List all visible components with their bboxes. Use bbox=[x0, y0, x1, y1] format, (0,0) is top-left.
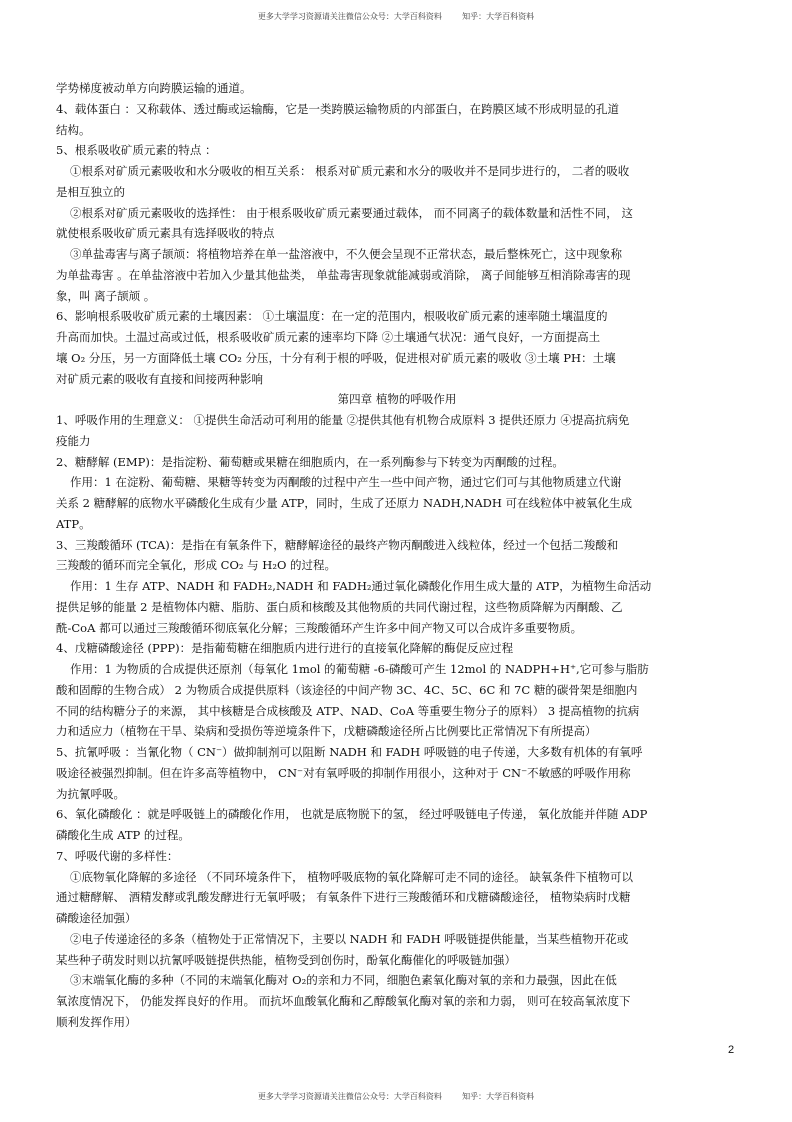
text-line: 作用：1 生存 ATP、NADH 和 FADH₂,NADH 和 FADH₂通过氧化磷酸化作用生成大量的 ATP，为植物生命活动 bbox=[70, 579, 652, 593]
text-line: 作用：1 在淀粉、葡萄糖、果糖等转变为丙酮酸的过程中产生一些中间产物，通过它们可与其他物质建立代谢 bbox=[70, 475, 622, 490]
text-line: 顺利发挥作用） bbox=[56, 1014, 137, 1029]
text-line: 磷酸化生成 ATP 的过程。 bbox=[56, 828, 190, 842]
chapter-title: 第四章 植物的呼吸作用 bbox=[337, 392, 457, 407]
text-line: 6、氧化磷酸化 ：就是呼吸链上的磷酸化作用， 也就是底物脱下的氢， 经过呼吸链电子传递， 氧化放能并伴随 ADP bbox=[56, 807, 648, 822]
text-line: 3、三羧酸循环 (TCA)：是指在有氧条件下，糖酵解途径的最终产物丙酮酸进入线粒体，经过一个包括二羧酸和 bbox=[56, 537, 619, 552]
text-line: 就使根系吸收矿质元素具有选择吸收的特点 bbox=[56, 226, 275, 241]
text-line: 6、影响根系吸收矿质元素的土壤因素： ①土壤温度：在一定的范围内，根吸收矿质元素的速率随土壤温度的 bbox=[56, 309, 608, 324]
text-line: 力和适应力（植物在干旱、染病和受损伤等逆境条件下，戊糖磷酸途径所占比例要比正常情况下有所提高） bbox=[56, 724, 597, 739]
text-line: 4、载体蛋白 ：又称载体、透过酶或运输酶，它是一类跨膜运输物质的内部蛋白，在跨膜区域不形成明显的孔道 bbox=[56, 101, 619, 116]
text-line: 提供足够的能量 2 是植物体内糖、脂肪、蛋白质和核酸及其他物质的共同代谢过程，这些物质降解为丙酮酸、乙 bbox=[56, 599, 623, 614]
text-line: 是相互独立的 bbox=[56, 184, 125, 199]
text-line: 氧浓度情况下， 仍能发挥良好的作用。 而抗坏血酸氧化酶和乙醇酸氧化酶对氧的亲和力弱， 则可在较高氧浓度下 bbox=[56, 994, 631, 1008]
text-line: 作用：1 为物质的合成提供还原剂（每氧化 1mol 的葡萄糖 -6-磷酸可产生 12mol 的 NADPH+H⁺,它可参与脂肪 bbox=[70, 662, 649, 676]
text-line: ②电子传递途径的多条（植物处于正常情况下，主要以 NADH 和 FADH 呼吸链提供能量，当某些植物开花或 bbox=[70, 931, 629, 946]
text-line: 1、呼吸作用的生理意义： ①提供生命活动可利用的能量 ②提供其他有机物合成原料 3 提供还原力 ④提高抗病免 bbox=[56, 413, 630, 427]
text-line: ②根系对矿质元素吸收的选择性： 由于根系吸收矿质元素要通过载体， 而不同离子的载体数量和活性不同， 这 bbox=[70, 205, 633, 220]
text-line: 2、糖酵解 (EMP)：是指淀粉、葡萄糖或果糖在细胞质内，在一系列酶参与下转变为丙酮酸的过程。 bbox=[56, 454, 564, 469]
text-line: 对矿质元素的吸收有直接和间接两种影响 bbox=[56, 371, 263, 386]
text-line: 象，叫 离子颉颃 。 bbox=[56, 288, 156, 303]
text-line: 5、根系吸收矿质元素的特点 ： bbox=[56, 143, 217, 158]
text-line: ①底物氧化降解的多途径 （不同环境条件下， 植物呼吸底物的氧化降解可走不同的途径。 缺氧条件下植物可以 bbox=[70, 869, 633, 884]
text-line: 磷酸途径加强） bbox=[56, 911, 137, 925]
text-line: 7、呼吸代谢的多样性： bbox=[56, 848, 179, 863]
text-line: 4、戊糖磷酸途径 (PPP)：是指葡萄糖在细胞质内进行进行的直接氧化降解的酶促反应过程 bbox=[56, 641, 514, 656]
text-line: ATP。 bbox=[56, 516, 91, 531]
text-line: 升高而加快。土温过高或过低，根系吸收矿质元素的速率均下降 ②土壤通气状况：通气良好，一方面提高土 bbox=[56, 330, 601, 344]
text-line: 疫能力 bbox=[56, 433, 91, 448]
page-footer: 更多大学学习资源请关注微信公众号：大学百科资料 知乎：大学百科资料 bbox=[257, 1092, 535, 1101]
text-line: 学势梯度被动单方向跨膜运输的通道。 bbox=[56, 81, 252, 95]
text-line: 酰-CoA 都可以通过三羧酸循环彻底氧化分解；三羧酸循环产生许多中间产物又可以合成许多重要物质。 bbox=[56, 620, 583, 635]
text-line: 三羧酸的循环而完全氧化，形成 CO₂ 与 H₂O 的过程。 bbox=[56, 558, 337, 573]
text-line: ③单盐毒害与离子颉颃：将植物培养在单一盐溶液中，不久便会呈现不正常状态，最后整株死亡，这中现象称 bbox=[70, 247, 622, 261]
text-line: ③末端氧化酶的多种（不同的末端氧化酶对 O₂的亲和力不同，细胞色素氧化酶对氧的亲和力最强，因此在低 bbox=[70, 973, 617, 988]
text-line: ①根系对矿质元素吸收和水分吸收的相互关系： 根系对矿质元素和水分的吸收并不是同步进行的， 二者的吸收 bbox=[70, 164, 630, 178]
text-line: 5、抗氰呼吸 ：当氰化物（ CN⁻）做抑制剂可以阻断 NADH 和 FADH 呼吸链的电子传递，大多数有机体的有氧呼 bbox=[56, 745, 643, 759]
text-line: 关系 2 糖酵解的底物水平磷酸化生成有少量 ATP，同时，生成了还原力 NADH,NADH 可在线粒体中被氧化生成 bbox=[56, 496, 633, 510]
page-header: 更多大学学习资源请关注微信公众号：大学百科资料 知乎：大学百科资料 bbox=[257, 12, 535, 21]
text-line: 通过糖酵解、 酒精发酵或乳酸发酵进行无氧呼吸； 有氧条件下进行三羧酸循环和戊糖磷酸途径， 植物染病时戊糖 bbox=[56, 890, 631, 905]
text-line: 酸和固醇的生物合成） 2 为物质合成提供原料（该途径的中间产物 3C、4C、5C、6C 和 7C 糖的碳骨架是细胞内 bbox=[56, 682, 638, 697]
text-line: 为抗氰呼吸。 bbox=[56, 786, 125, 801]
text-line: 不同的结构糖分子的来源， 其中核糖是合成核酸及 ATP、NAD、CoA 等重要生物分子的原料） 3 提高植物的抗病 bbox=[56, 703, 640, 718]
text-line: 壤 O₂ 分压，另一方面降低土壤 CO₂ 分压，十分有利于根的呼吸，促进根对矿质元素的吸收 ③土壤 PH：土壤 bbox=[56, 350, 616, 365]
text-line: 某些种子萌发时则以抗氰呼吸链提供热能，植物受到创伤时，酚氧化酶催化的呼吸链加强） bbox=[56, 952, 516, 967]
page-number: 2 bbox=[728, 1044, 735, 1056]
text-line: 结构。 bbox=[56, 122, 91, 137]
text-line: 吸途径被强烈抑制。但在许多高等植物中， CN⁻对有氧呼吸的抑制作用很小，这种对于 CN⁻不敏感的呼吸作用称 bbox=[56, 765, 631, 780]
page-body bbox=[56, 78, 738, 1033]
text-line: 为单盐毒害 。在单盐溶液中若加入少量其他盐类， 单盐毒害现象就能减弱或消除， 离子间能够互相消除毒害的现 bbox=[56, 267, 631, 282]
